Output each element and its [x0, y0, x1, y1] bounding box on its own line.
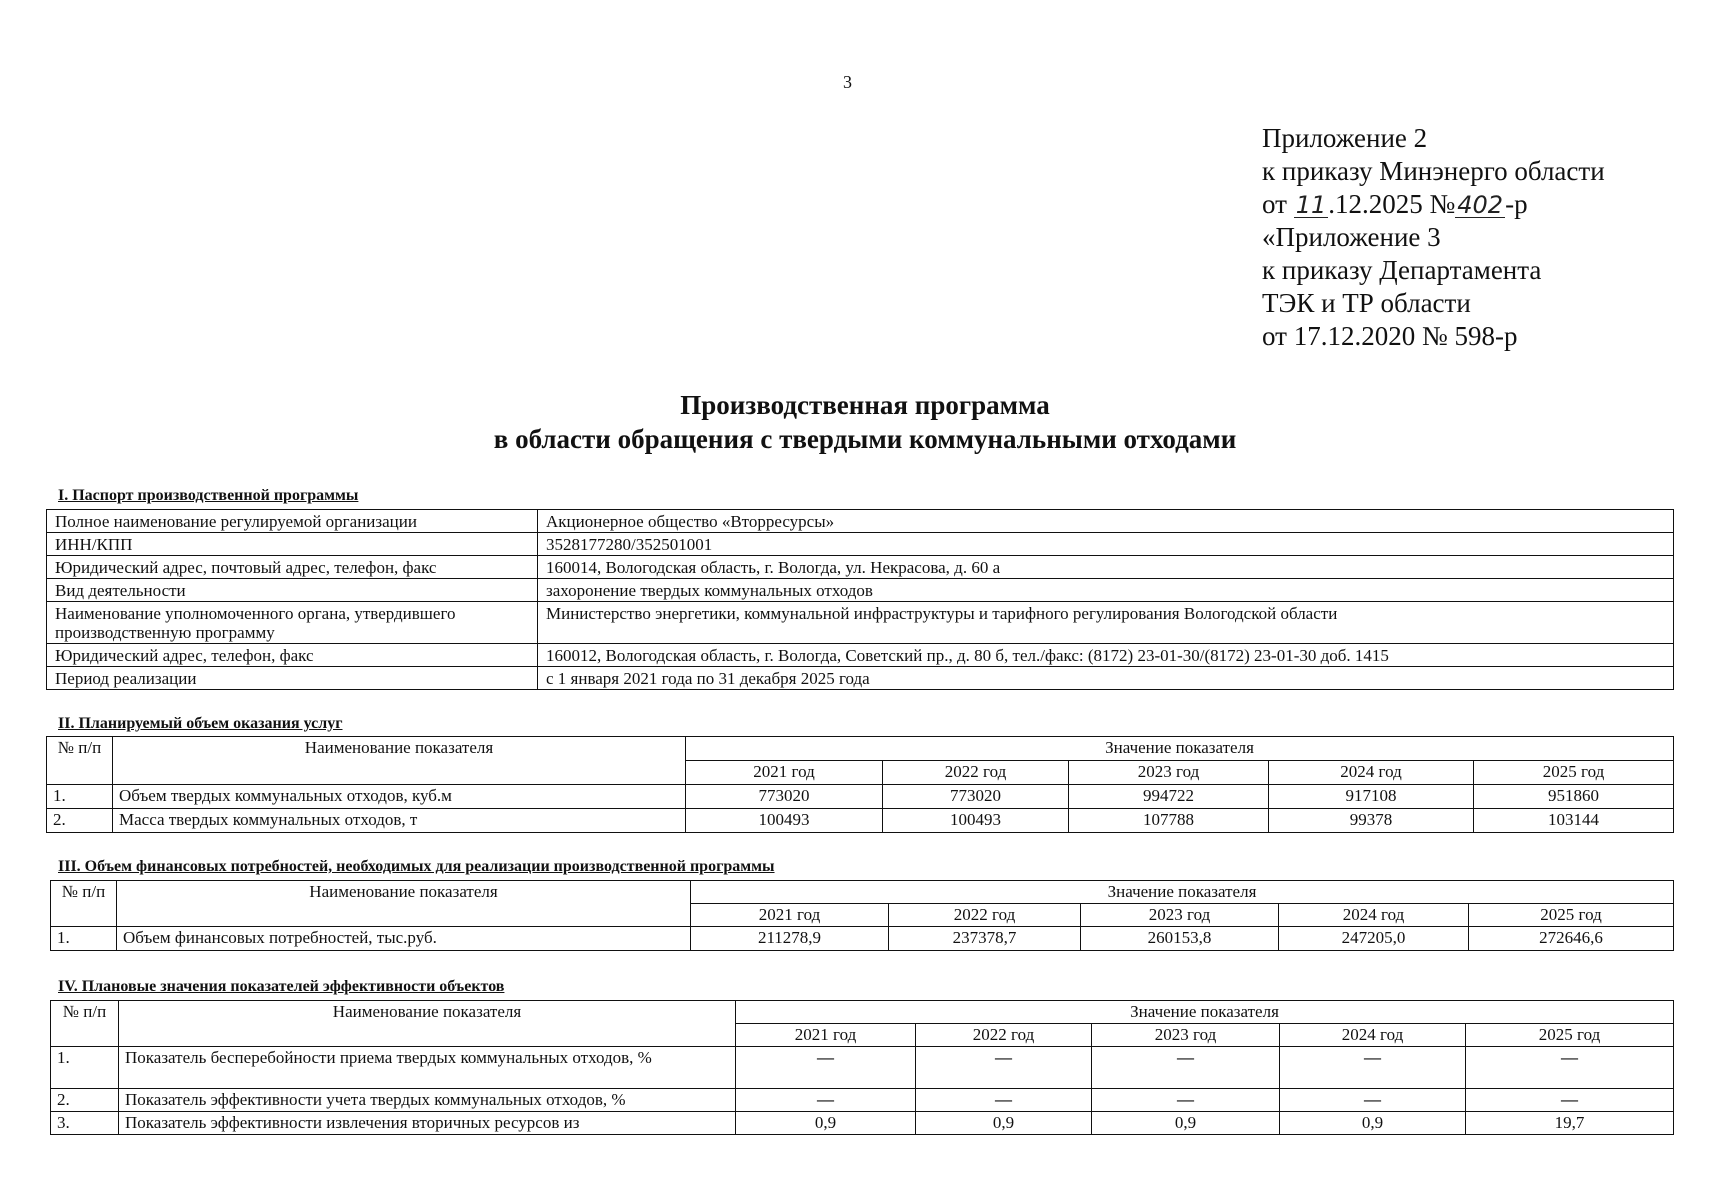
passport-value: с 1 января 2021 года по 31 декабря 2025 года	[538, 667, 1674, 690]
row-value: —	[1092, 1047, 1280, 1089]
row-value: 917108	[1269, 785, 1474, 809]
appendix-block	[1262, 122, 1605, 353]
handwritten-day: 11	[1295, 191, 1327, 219]
row-value: 211278,9	[691, 927, 889, 951]
row-value: —	[916, 1047, 1092, 1089]
appendix-line: к приказу Минэнерго области	[1262, 156, 1605, 186]
passport-label: Юридический адрес, почтовый адрес, телефон, факс	[47, 556, 538, 579]
year-header: 2024 год	[1279, 904, 1469, 927]
passport-label: Наименование уполномоченного органа, утвердившего производственную программу	[47, 602, 538, 644]
row-value: 107788	[1069, 809, 1269, 833]
section-3-heading: III. Объем финансовых потребностей, необходимых для реализации производственной программы	[58, 858, 775, 875]
table-row	[47, 644, 1674, 667]
row-value: 0,9	[1092, 1112, 1280, 1135]
row-value: 951860	[1474, 785, 1674, 809]
efficiency-indicators-table	[50, 1000, 1674, 1135]
year-header: 2023 год	[1092, 1024, 1280, 1047]
passport-value: Министерство энергетики, коммунальной инфраструктуры и тарифного регулирования Вологодской области	[538, 602, 1674, 644]
row-num: 3.	[51, 1112, 119, 1135]
row-value: 103144	[1474, 809, 1674, 833]
col-num-header: № п/п	[51, 1001, 119, 1047]
row-value: 260153,8	[1081, 927, 1279, 951]
row-value: —	[1092, 1089, 1280, 1112]
table-row	[47, 667, 1674, 690]
table-row	[47, 556, 1674, 579]
table-row	[51, 1112, 1674, 1135]
row-value: —	[1280, 1047, 1466, 1089]
passport-label: ИНН/КПП	[47, 533, 538, 556]
table-row	[47, 533, 1674, 556]
table-row	[51, 1047, 1674, 1089]
col-name-header: Наименование показателя	[113, 737, 686, 785]
year-header: 2024 год	[1269, 761, 1474, 785]
passport-value: Акционерное общество «Вторресурсы»	[538, 510, 1674, 533]
title-line: в области обращения с твердыми коммунальными отходами	[493, 424, 1237, 454]
handwritten-number: 402	[1457, 191, 1504, 219]
row-value: 0,9	[1280, 1112, 1466, 1135]
col-name-header: Наименование показателя	[119, 1001, 736, 1047]
row-name: Объем твердых коммунальных отходов, куб.м	[113, 785, 686, 809]
row-value: —	[1466, 1089, 1674, 1112]
row-num: 1.	[51, 1047, 119, 1089]
row-name: Показатель эффективности учета твердых коммунальных отходов, %	[119, 1089, 736, 1112]
row-num: 2.	[47, 809, 113, 833]
appendix-date: .12.2025 №	[1328, 189, 1456, 219]
row-value: —	[736, 1089, 916, 1112]
row-value: —	[1280, 1089, 1466, 1112]
header-row	[47, 737, 1674, 761]
appendix-suffix: -р	[1505, 189, 1528, 219]
passport-table	[46, 509, 1674, 690]
row-name: Показатель эффективности извлечения вторичных ресурсов из	[119, 1112, 736, 1135]
appendix-prefix: от	[1262, 189, 1287, 219]
row-name: Показатель бесперебойности приема твердых коммунальных отходов, %	[119, 1047, 736, 1089]
header-row	[51, 881, 1674, 904]
row-value: 100493	[883, 809, 1069, 833]
row-value: 247205,0	[1279, 927, 1469, 951]
year-header: 2021 год	[686, 761, 883, 785]
passport-value: 3528177280/352501001	[538, 533, 1674, 556]
year-header: 2023 год	[1081, 904, 1279, 927]
passport-value: 160012, Вологодская область, г. Вологда, Советский пр., д. 80 б, тел./факс: (8172) 23-01-30/(8172) 23-01-30 доб. 1415	[538, 644, 1674, 667]
table-row	[47, 785, 1674, 809]
services-volume-table	[46, 736, 1674, 833]
year-header: 2025 год	[1469, 904, 1674, 927]
row-value: 773020	[686, 785, 883, 809]
col-num-header: № п/п	[47, 737, 113, 785]
appendix-line: ТЭК и ТР области	[1262, 288, 1471, 318]
passport-label: Полное наименование регулируемой организации	[47, 510, 538, 533]
row-value: 99378	[1269, 809, 1474, 833]
year-header: 2023 год	[1069, 761, 1269, 785]
appendix-line: «Приложение 3	[1262, 222, 1441, 252]
table-row	[47, 809, 1674, 833]
title-line: Производственная программа	[680, 390, 1050, 420]
page-number: 3	[843, 72, 852, 92]
table-row	[47, 602, 1674, 644]
row-value: 19,7	[1466, 1112, 1674, 1135]
year-header: 2022 год	[889, 904, 1081, 927]
appendix-line: Приложение 2	[1262, 123, 1428, 153]
table-row	[47, 579, 1674, 602]
header-row	[51, 1001, 1674, 1024]
document-title	[0, 388, 1730, 456]
row-num: 2.	[51, 1089, 119, 1112]
row-value: —	[1466, 1047, 1674, 1089]
year-header: 2025 год	[1466, 1024, 1674, 1047]
row-name: Объем финансовых потребностей, тыс.руб.	[117, 927, 691, 951]
col-value-header: Значение показателя	[691, 881, 1674, 904]
table-row	[51, 1089, 1674, 1112]
passport-label: Период реализации	[47, 667, 538, 690]
table-row	[47, 510, 1674, 533]
year-header: 2021 год	[736, 1024, 916, 1047]
row-value: 0,9	[916, 1112, 1092, 1135]
col-value-header: Значение показателя	[736, 1001, 1674, 1024]
row-value: —	[736, 1047, 916, 1089]
year-header: 2025 год	[1474, 761, 1674, 785]
row-value: 0,9	[736, 1112, 916, 1135]
passport-label: Юридический адрес, телефон, факс	[47, 644, 538, 667]
row-name: Масса твердых коммунальных отходов, т	[113, 809, 686, 833]
row-value: 237378,7	[889, 927, 1081, 951]
row-num: 1.	[47, 785, 113, 809]
row-value: 272646,6	[1469, 927, 1674, 951]
section-4-heading: IV. Плановые значения показателей эффективности объектов	[58, 978, 505, 995]
col-num-header: № п/п	[51, 881, 117, 927]
appendix-order-line	[1262, 188, 1605, 221]
financial-needs-table	[50, 880, 1674, 951]
passport-label: Вид деятельности	[47, 579, 538, 602]
col-value-header: Значение показателя	[686, 737, 1674, 761]
year-header: 2022 год	[916, 1024, 1092, 1047]
section-2-heading: II. Планируемый объем оказания услуг	[58, 715, 343, 732]
year-header: 2024 год	[1280, 1024, 1466, 1047]
table-row	[51, 927, 1674, 951]
appendix-line: к приказу Департамента	[1262, 255, 1542, 285]
section-1-heading: I. Паспорт производственной программы	[58, 487, 359, 504]
passport-value: захоронение твердых коммунальных отходов	[538, 579, 1674, 602]
row-num: 1.	[51, 927, 117, 951]
row-value: 100493	[686, 809, 883, 833]
row-value: 994722	[1069, 785, 1269, 809]
row-value: 773020	[883, 785, 1069, 809]
passport-value: 160014, Вологодская область, г. Вологда, ул. Некрасова, д. 60 а	[538, 556, 1674, 579]
year-header: 2022 год	[883, 761, 1069, 785]
row-value: —	[916, 1089, 1092, 1112]
year-header: 2021 год	[691, 904, 889, 927]
col-name-header: Наименование показателя	[117, 881, 691, 927]
appendix-line: от 17.12.2020 № 598-р	[1262, 321, 1518, 351]
